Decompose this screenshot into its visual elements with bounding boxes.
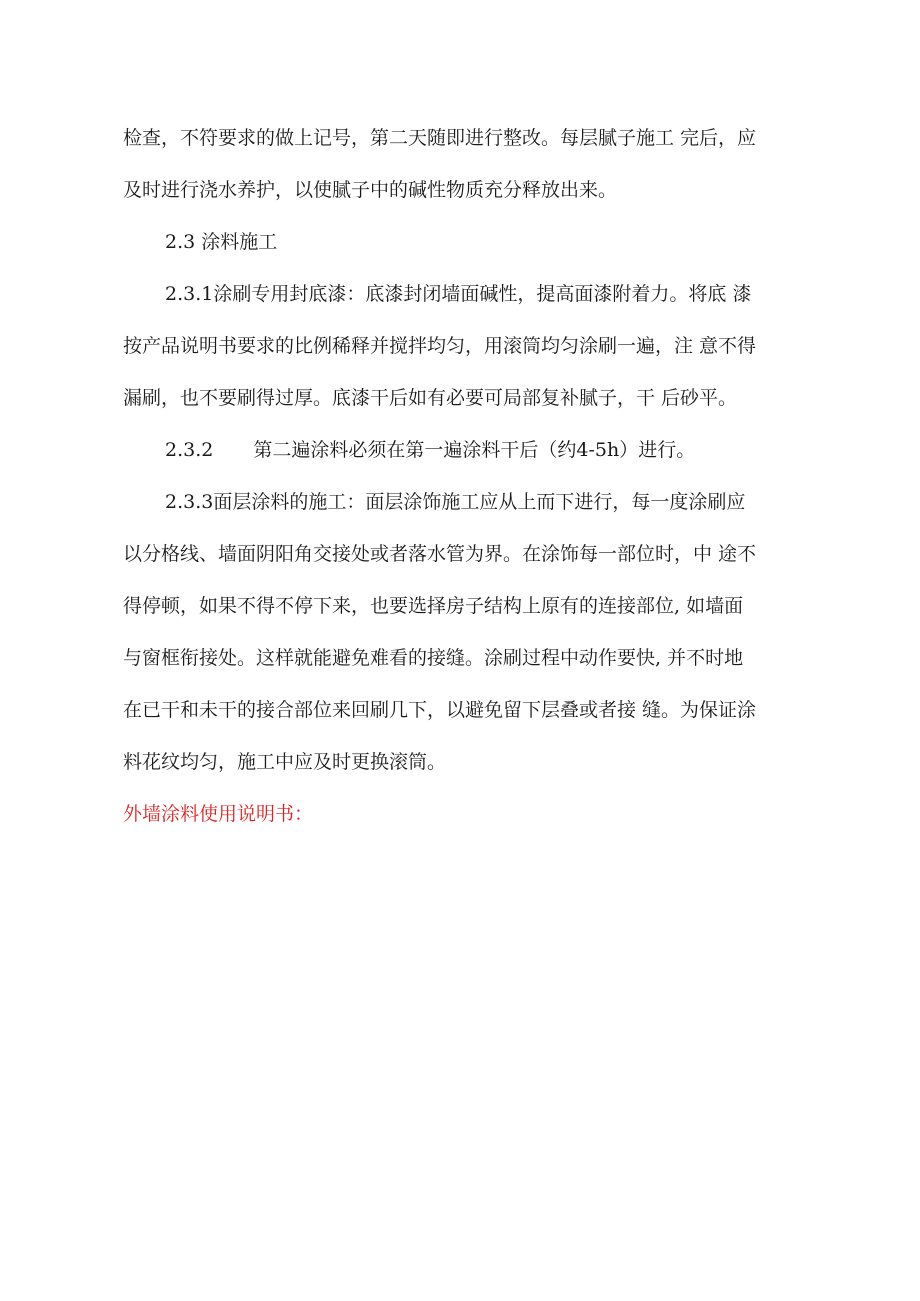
red-heading: 外墙涂料使用说明书：	[123, 803, 314, 825]
paragraph-line-1: 检查，不符要求的做上记号，第二天随即进行整改。每层腻子施工 完后，应	[123, 127, 757, 149]
paragraph-line-2: 及时进行浇水养护，以使腻子中的碱性物质充分释放出来。	[123, 179, 618, 201]
paragraph-line-5: 按产品说明书要求的比例稀释并搅拌均匀，用滚筒均匀涂刷一遍，注 意不得	[123, 335, 757, 357]
section-heading-2-3: 2.3 涂料施工	[165, 231, 278, 253]
paragraph-line-9: 以分格线、墙面阴阳角交接处或者落水管为界。在涂饰每一部位时，中 途不	[123, 543, 757, 565]
paragraph-line-6: 漏刷，也不要刷得过厚。底漆干后如有必要可局部复补腻子，干 后砂平。	[123, 387, 738, 409]
document-body	[123, 112, 843, 840]
paragraph-line-4: 2.3.1涂刷专用封底漆：底漆封闭墙面碱性，提高面漆附着力。将底 漆	[165, 283, 752, 305]
paragraph-line-7	[123, 424, 843, 476]
paragraph-line-10: 得停顿，如果不得不停下来，也要选择房子结构上原有的连接部位, 如墙面	[123, 595, 744, 617]
paragraph-line-12: 在已干和未干的接合部位来回刷几下，以避免留下层叠或者接 缝。为保证涂	[123, 699, 757, 721]
paragraph-line-13: 料花纹均匀，施工中应及时更换滚筒。	[123, 751, 447, 773]
paragraph-line-11: 与窗框衔接处。这样就能避免难看的接缝。涂刷过程中动作要快, 并不时地	[123, 647, 744, 669]
section-text-2-3-2: 第二遍涂料必须在第一遍涂料干后（约4-5h）进行。	[253, 439, 696, 461]
section-number-2-3-2: 2.3.2	[165, 439, 214, 461]
paragraph-line-8: 2.3.3面层涂料的施工：面层涂饰施工应从上而下进行，每一度涂刷应	[165, 491, 746, 513]
